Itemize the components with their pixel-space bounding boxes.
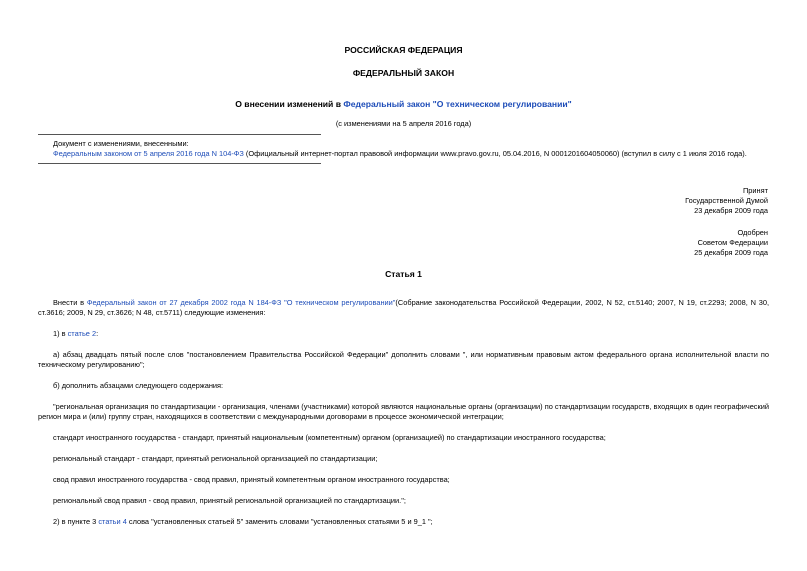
approved-date: 25 декабря 2009 года: [694, 248, 768, 257]
approved-label: Одобрен: [737, 228, 768, 237]
law-title: [0, 99, 807, 109]
item-b: б) дополнить абзацами следующего содержания:: [53, 381, 224, 390]
definition-regional-code: региональный свод правил - свод правил, принятый региональной организацией по стандартизации.";: [53, 496, 406, 505]
law-title-link[interactable]: Федеральный закон "О техническом регулировании": [343, 99, 572, 109]
item-2-rest: слова "установленных статьей 5" заменить словами "установленных статьями 5 и 9_1 ";: [126, 517, 433, 526]
intro-rest: (Собрание законодательства Российской Федерации, 2002, N 52, ст.5140; 2007, N 19, ст.2293; 2008, N 30, ст.3616; 2009, N 29, ст.3626; N 48, ст.5711) следующие изменения:: [38, 298, 769, 317]
article-title: Статья 1: [385, 269, 422, 279]
changes-rest: (Официальный интернет-портал правовой информации www.pravo.gov.ru, 05.04.2016, N 0001201604050060) (вступил в силу с 1 июля 2016 года).: [243, 149, 747, 158]
accepted-by: Государственной Думой: [685, 196, 768, 205]
item-a: а) абзац двадцать пятый после слов "постановлением Правительства Российской Федерации" дополнить словами ", или нормативным правовым актом федерального органа исполнительной власти по техническому регулированию";: [38, 350, 769, 369]
approved-block: [694, 228, 768, 258]
item-2-prefix: 2) в пункте 3: [53, 517, 99, 526]
item-1-suffix: :: [96, 329, 99, 338]
accepted-block: [685, 186, 768, 216]
accepted-label: Принят: [742, 186, 768, 195]
item-1-prefix: 1) в: [53, 329, 68, 338]
intro-prefix: Внести в: [53, 298, 87, 307]
changes-law-link[interactable]: Федеральным законом от 5 апреля 2016 года N 104-ФЗ: [53, 149, 244, 158]
changes-label: Документ с изменениями, внесенными:: [53, 139, 189, 148]
definition-foreign-standard: стандарт иностранного государства - стандарт, принятый национальным (компетентным) органом (организацией) по стандартизации иностранного государства;: [53, 433, 606, 442]
article-intro: [38, 298, 769, 318]
intro-law-link[interactable]: Федеральный закон от 27 декабря 2002 года N 184-ФЗ "О техническом регулировании": [86, 298, 396, 307]
item-2: [53, 517, 433, 527]
item-2-link[interactable]: статьи 4: [98, 517, 127, 526]
accepted-date: 23 декабря 2009 года: [694, 206, 768, 215]
federation-heading: РОССИЙСКАЯ ФЕДЕРАЦИЯ: [344, 45, 463, 55]
definition-regional-org: "региональная организация по стандартизации - организация, членами (участниками) которой являются национальные органы (организации) по стандартизации государств, входящих в один географический регион мира и (или) группу стран, находящихся в соответствии с международными договорами в процессе экономической интеграции;: [38, 402, 769, 421]
item-1: [53, 329, 98, 339]
approved-by: Советом Федерации: [697, 238, 768, 247]
law-type-heading: ФЕДЕРАЛЬНЫЙ ЗАКОН: [352, 68, 455, 78]
changes-line: [53, 149, 747, 159]
amendment-note: (с изменениями на 5 апреля 2016 года): [335, 119, 472, 128]
law-title-prefix: О внесении изменений в: [235, 99, 344, 109]
bottom-divider: [38, 163, 321, 164]
definition-foreign-code: свод правил иностранного государства - свод правил, принятый компетентным органом иностранного государства;: [53, 475, 450, 484]
top-divider: [38, 134, 321, 135]
definition-regional-standard: региональный стандарт - стандарт, принятый региональной организацией по стандартизации;: [53, 454, 378, 463]
item-1-link[interactable]: статье 2: [67, 329, 97, 338]
